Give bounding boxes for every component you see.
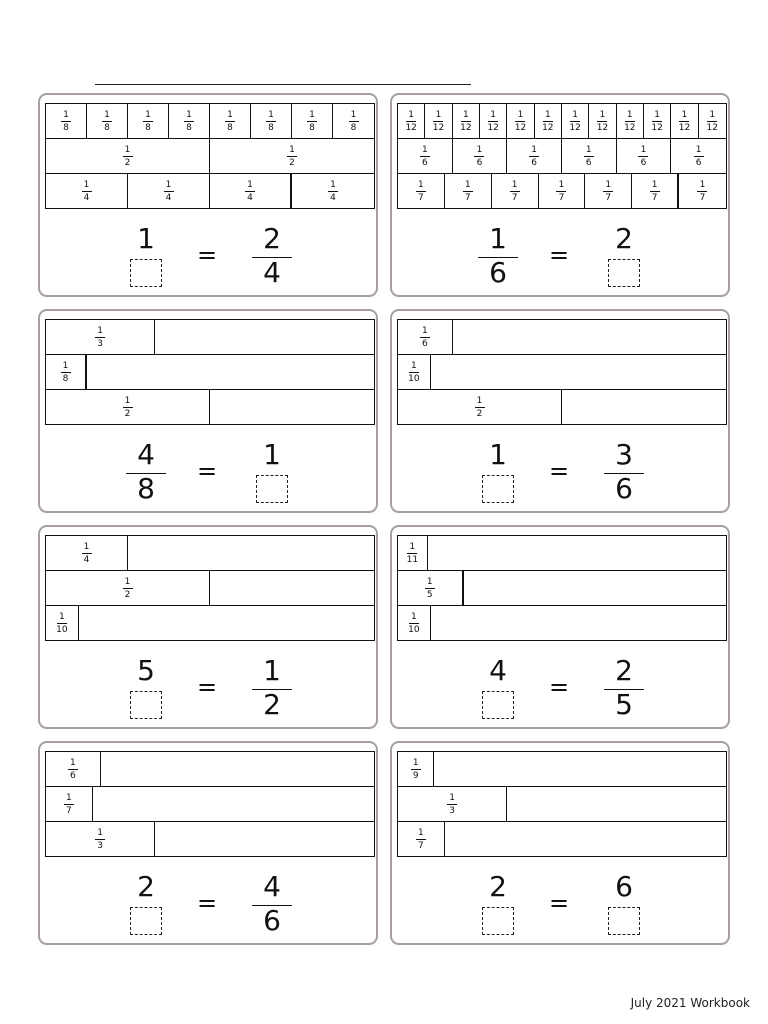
right-denominator-answer-box[interactable] — [608, 259, 640, 287]
strip-cell: 1 8 — [169, 104, 210, 138]
strip-cell: 1 4 — [46, 536, 128, 570]
strip-cell: 1 7 — [585, 174, 632, 208]
left-numerator: 1 — [137, 222, 155, 255]
left-fraction — [476, 439, 520, 507]
equals-sign: = — [196, 241, 218, 269]
right-fraction — [250, 223, 294, 291]
strip-blank — [431, 606, 726, 640]
strip-cell: 1 7 — [632, 174, 679, 208]
right-fraction — [602, 439, 646, 507]
strip-cell: 1 7 — [398, 822, 445, 856]
left-fraction — [124, 223, 168, 291]
left-fraction — [124, 655, 168, 723]
left-denominator-answer-box[interactable] — [482, 907, 514, 935]
strip-cell: 1 12 — [535, 104, 562, 138]
strip-blank — [434, 752, 726, 786]
fraction-strips — [397, 103, 727, 209]
right-numerator: 2 — [263, 222, 281, 255]
strip-row — [398, 536, 726, 571]
strip-row — [46, 320, 374, 355]
strip-blank — [562, 390, 726, 424]
strip-row — [398, 822, 726, 857]
fraction-card-1 — [38, 93, 378, 297]
strip-cell: 1 6 — [453, 139, 508, 173]
fraction-strips — [45, 751, 375, 857]
right-numerator: 1 — [263, 654, 281, 687]
strip-row-fourths — [46, 174, 374, 209]
equation — [392, 439, 728, 507]
equals-sign: = — [196, 889, 218, 917]
strip-cell: 1 4 — [128, 174, 210, 208]
strip-cell: 1 7 — [398, 174, 445, 208]
fraction-card-8 — [390, 741, 730, 945]
fraction-strips — [45, 103, 375, 209]
name-line — [95, 84, 471, 85]
strip-row — [46, 571, 374, 606]
strip-blank — [431, 355, 726, 389]
strip-cell: 1 6 — [398, 139, 453, 173]
strip-row — [398, 390, 726, 425]
strip-cell: 1 12 — [671, 104, 698, 138]
strip-cell: 1 7 — [445, 174, 492, 208]
strip-cell: 1 12 — [589, 104, 616, 138]
strip-row-sixths — [398, 139, 726, 174]
strip-row — [398, 571, 726, 606]
strip-cell: 1 4 — [210, 174, 292, 208]
right-fraction — [250, 439, 294, 507]
left-numerator: 1 — [489, 222, 507, 255]
strip-cell: 1 6 — [507, 139, 562, 173]
strip-cell: 1 3 — [398, 787, 507, 821]
equals-sign: = — [548, 889, 570, 917]
right-fraction — [250, 655, 294, 723]
strip-blank — [101, 752, 374, 786]
left-numerator: 1 — [489, 438, 507, 471]
strip-row — [398, 320, 726, 355]
left-fraction — [476, 655, 520, 723]
fraction-card-6 — [390, 525, 730, 729]
strip-cell: 1 12 — [644, 104, 671, 138]
equation — [40, 871, 376, 939]
strip-cell: 1 4 — [46, 174, 128, 208]
equation — [40, 223, 376, 291]
strip-blank — [128, 536, 374, 570]
strip-cell: 1 7 — [492, 174, 539, 208]
right-numerator: 3 — [615, 438, 633, 471]
fraction-strips — [397, 535, 727, 641]
equation — [392, 223, 728, 291]
equals-sign: = — [196, 673, 218, 701]
left-fraction — [476, 871, 520, 939]
strip-cell: 1 6 — [46, 752, 101, 786]
equals-sign: = — [548, 457, 570, 485]
strip-row — [46, 822, 374, 857]
strip-cell: 1 12 — [562, 104, 589, 138]
strip-cell: 1 6 — [671, 139, 726, 173]
strip-cell: 1 12 — [706, 109, 718, 133]
fraction-strips — [397, 751, 727, 857]
left-numerator: 2 — [489, 870, 507, 903]
equation — [40, 439, 376, 507]
left-denominator: 6 — [489, 256, 507, 289]
right-denominator: 4 — [263, 256, 281, 289]
left-numerator: 5 — [137, 654, 155, 687]
strip-row-twelfths — [398, 104, 726, 139]
left-numerator: 4 — [137, 438, 155, 471]
left-denominator: 8 — [137, 472, 155, 505]
right-fraction — [602, 871, 646, 939]
strip-row — [398, 355, 726, 390]
strip-cell: 1 2 — [210, 139, 374, 173]
strip-cell: 1 8 — [46, 355, 87, 389]
strip-cell: 1 7 — [679, 174, 726, 208]
strip-row — [46, 390, 374, 425]
right-denominator: 2 — [263, 688, 281, 721]
strip-blank — [428, 536, 726, 570]
strip-cell: 1 9 — [398, 752, 434, 786]
strip-row — [46, 787, 374, 822]
strip-cell: 1 8 — [210, 104, 251, 138]
strip-blank — [210, 390, 374, 424]
strip-cell: 1 12 — [398, 104, 425, 138]
strip-blank — [453, 320, 726, 354]
strip-cell: 1 8 — [128, 104, 169, 138]
fraction-card-7 — [38, 741, 378, 945]
left-denominator-answer-box[interactable] — [130, 907, 162, 935]
left-fraction — [124, 439, 168, 507]
strip-cell: 1 5 — [398, 571, 464, 605]
right-fraction — [602, 223, 646, 291]
strip-row-sevenths — [398, 174, 726, 209]
strip-cell: 1 8 — [251, 104, 292, 138]
fraction-strips — [397, 319, 727, 425]
left-numerator: 2 — [137, 870, 155, 903]
strip-blank — [507, 787, 726, 821]
strip-cell: 1 3 — [46, 822, 155, 856]
strip-row-eighths — [46, 104, 374, 139]
equals-sign: = — [548, 673, 570, 701]
right-denominator: 6 — [615, 472, 633, 505]
strip-cell: 1 10 — [46, 606, 79, 640]
left-denominator-answer-box[interactable] — [130, 691, 162, 719]
strip-blank — [155, 822, 374, 856]
strip-cell: 1 2 — [46, 139, 210, 173]
fraction-card-3 — [38, 309, 378, 513]
strip-cell: 1 11 — [398, 536, 428, 570]
right-numerator: 4 — [263, 870, 281, 903]
footer-label: July 2021 Workbook — [630, 996, 750, 1010]
right-numerator: 2 — [615, 222, 633, 255]
strip-blank — [445, 822, 726, 856]
right-denominator: 5 — [615, 688, 633, 721]
right-numerator: 1 — [263, 438, 281, 471]
strip-cell: 1 12 — [425, 104, 452, 138]
strip-row — [46, 355, 374, 390]
strip-blank — [210, 571, 374, 605]
strip-cell: 1 2 — [398, 390, 562, 424]
strip-cell: 1 12 — [507, 104, 534, 138]
right-fraction — [602, 655, 646, 723]
left-fraction — [476, 223, 520, 291]
right-denominator: 6 — [263, 904, 281, 937]
strip-cell: 1 12 — [453, 104, 480, 138]
strip-blank — [93, 787, 374, 821]
left-numerator: 4 — [489, 654, 507, 687]
strip-row-halves — [46, 139, 374, 174]
right-denominator-answer-box[interactable] — [608, 907, 640, 935]
strip-row — [398, 606, 726, 641]
strip-row — [46, 536, 374, 571]
strip-cell: 1 12 — [480, 104, 507, 138]
equation — [392, 871, 728, 939]
fraction-card-2 — [390, 93, 730, 297]
strip-cell: 1 6 — [617, 139, 672, 173]
equation — [40, 655, 376, 723]
strip-cell: 1 4 — [292, 174, 374, 208]
strip-row — [398, 787, 726, 822]
strip-cell: 1 2 — [46, 571, 210, 605]
equals-sign: = — [548, 241, 570, 269]
strip-cell: 1 8 — [333, 104, 374, 138]
strip-cell: 1 8 — [292, 104, 333, 138]
left-denominator-answer-box[interactable] — [482, 691, 514, 719]
fraction-strips — [45, 319, 375, 425]
strip-cell: 1 10 — [398, 355, 431, 389]
strip-cell: 1 12 — [617, 104, 644, 138]
strip-cell: 1 7 — [46, 787, 93, 821]
strip-blank — [464, 571, 726, 605]
right-numerator: 2 — [615, 654, 633, 687]
strip-row — [46, 606, 374, 641]
right-numerator: 6 — [615, 870, 633, 903]
right-fraction — [250, 871, 294, 939]
fraction-card-5 — [38, 525, 378, 729]
strip-cell: 1 6 — [398, 320, 453, 354]
fraction-card-4 — [390, 309, 730, 513]
strip-row — [398, 752, 726, 787]
right-denominator-answer-box[interactable] — [256, 475, 288, 503]
strip-blank — [155, 320, 374, 354]
strip-cell: 1 2 — [46, 390, 210, 424]
strip-cell: 1 3 — [46, 320, 155, 354]
left-denominator-answer-box[interactable] — [130, 259, 162, 287]
strip-cell: 1 8 — [87, 104, 128, 138]
strip-cell: 1 10 — [398, 606, 431, 640]
strip-cell: 1 7 — [539, 174, 586, 208]
strip-cell: 1 6 — [562, 139, 617, 173]
equation — [392, 655, 728, 723]
left-denominator-answer-box[interactable] — [482, 475, 514, 503]
strip-blank — [87, 355, 374, 389]
fraction-strips — [45, 535, 375, 641]
strip-row — [46, 752, 374, 787]
strip-cell: 1 8 — [46, 104, 87, 138]
strip-blank — [79, 606, 374, 640]
equals-sign: = — [196, 457, 218, 485]
left-fraction — [124, 871, 168, 939]
